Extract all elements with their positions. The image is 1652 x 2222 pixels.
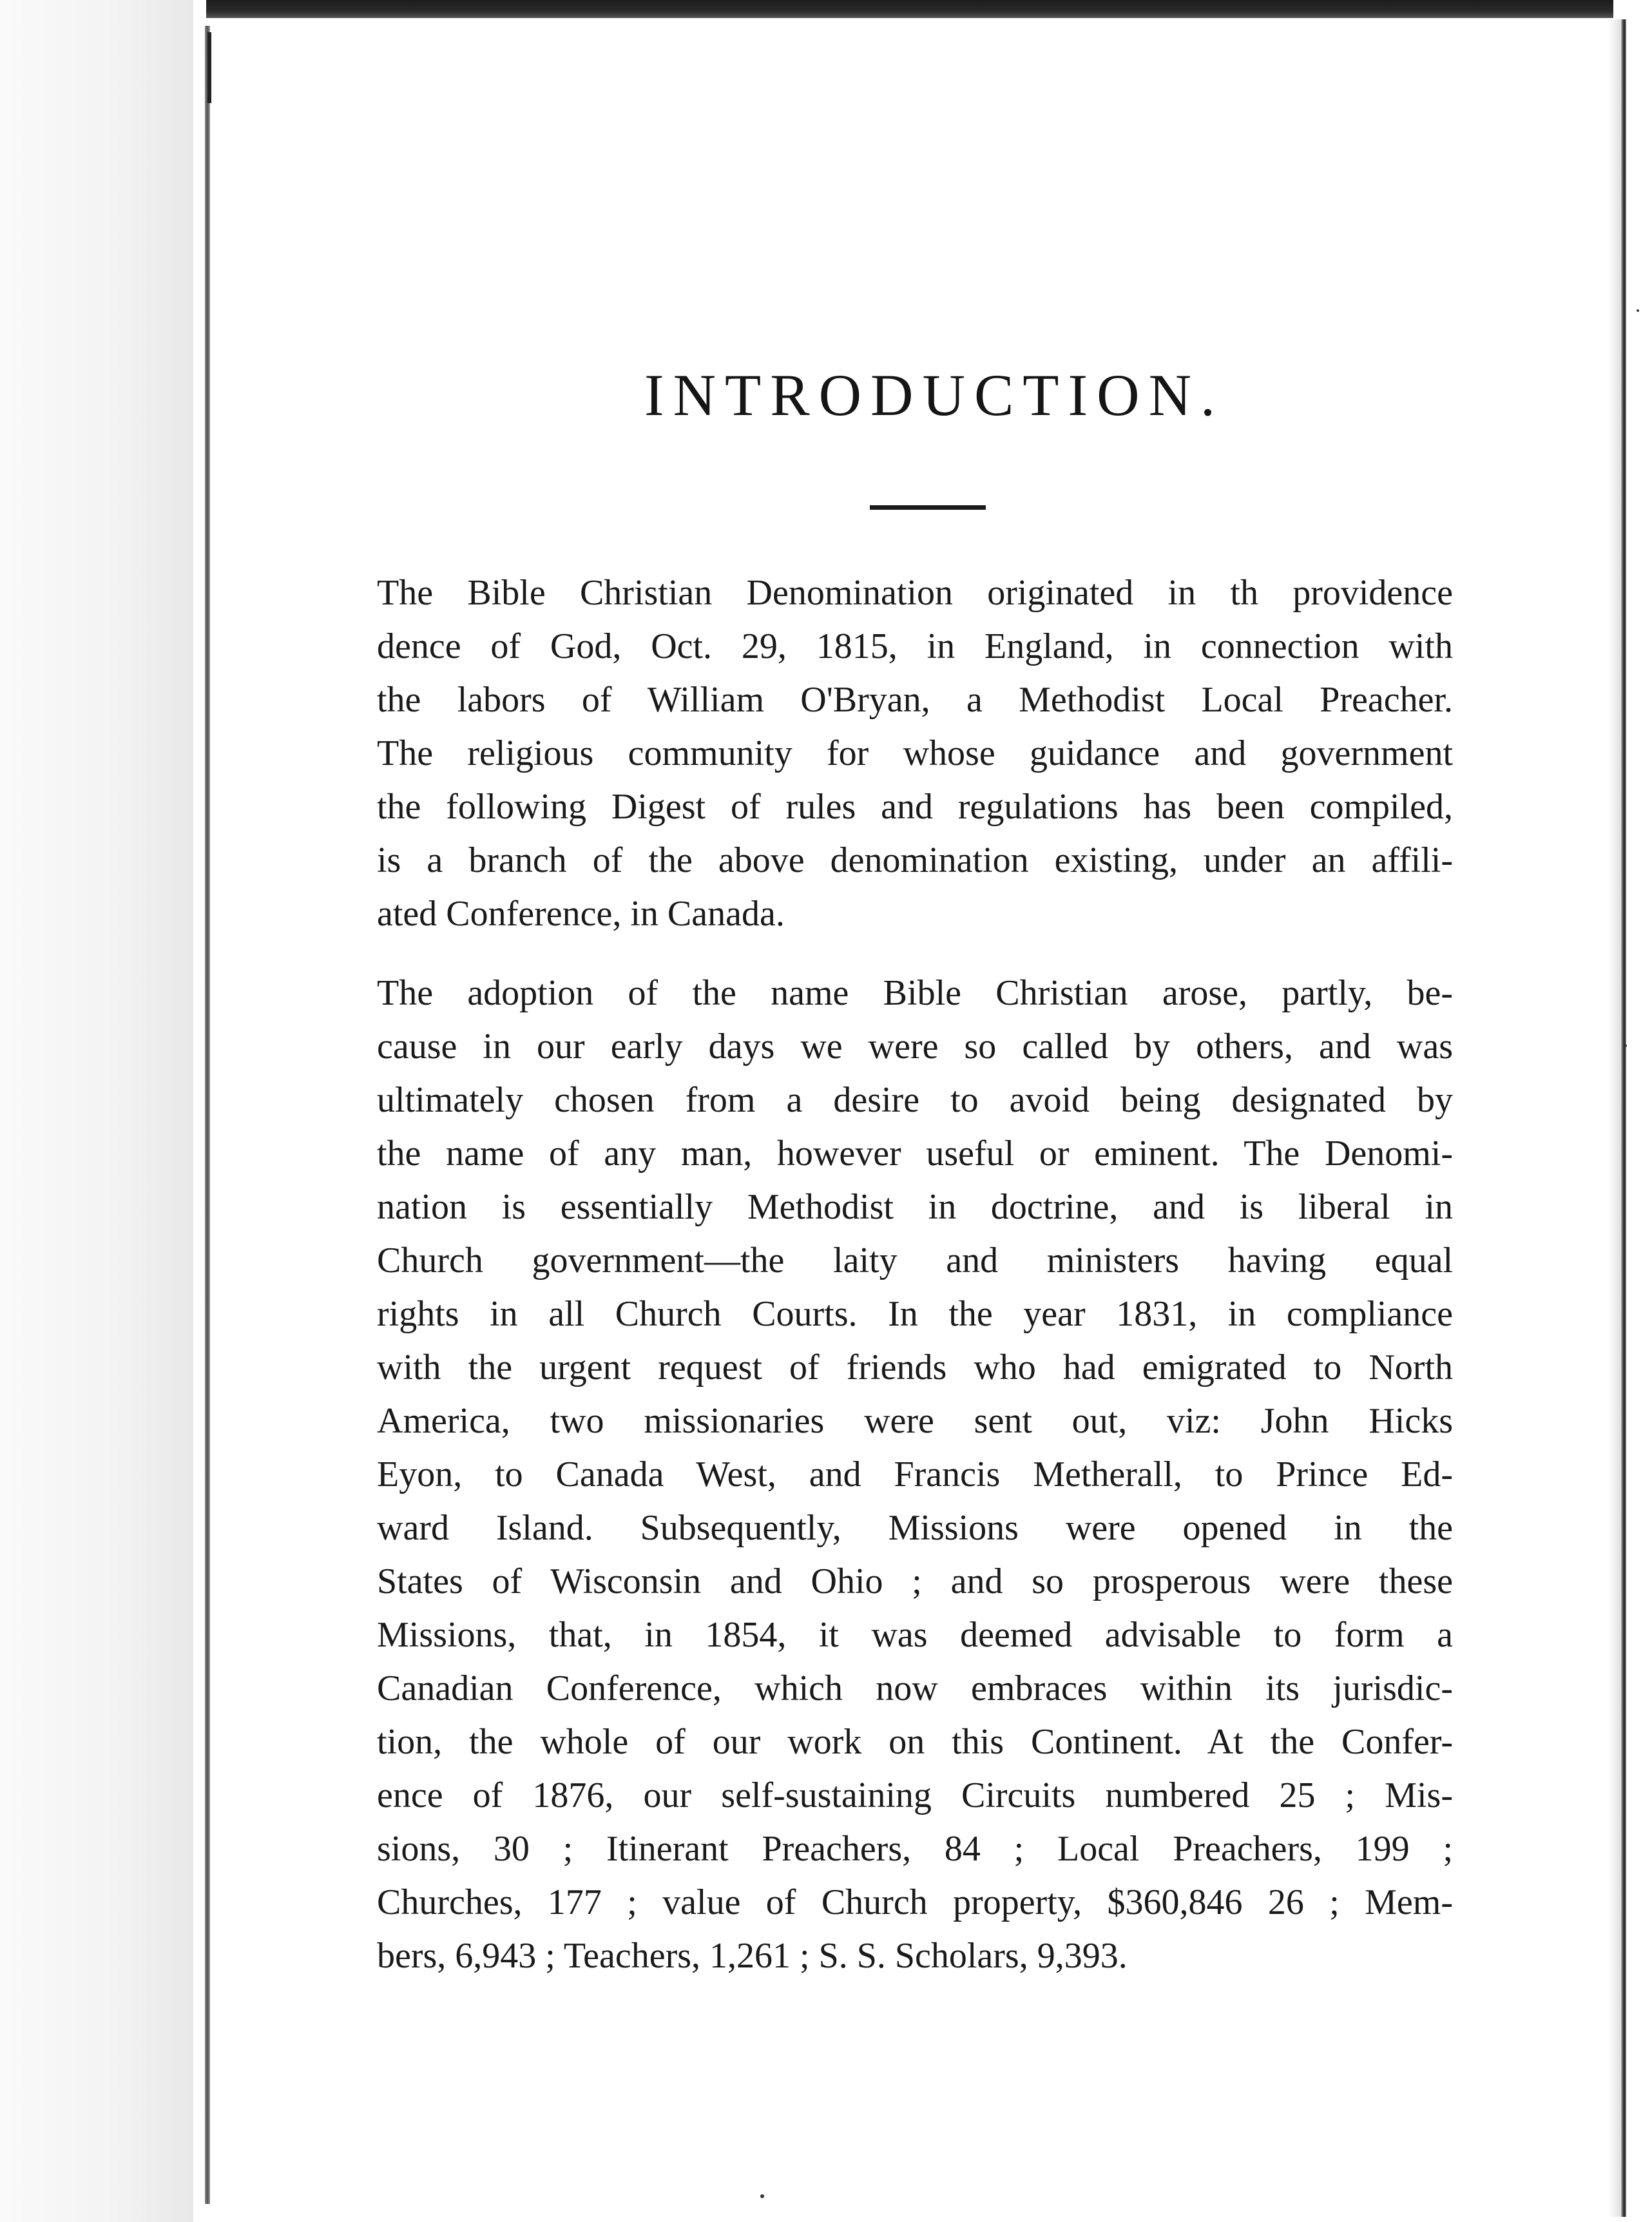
text-line: Missions, that, in 1854, it was deemed advisable to form a bbox=[377, 1615, 1453, 1655]
paragraph-2 bbox=[377, 967, 1453, 1983]
document-page bbox=[377, 361, 1453, 1983]
scan-speck bbox=[1637, 309, 1639, 312]
text-line: tion, the whole of our work on this Continent. At the Confer- bbox=[377, 1722, 1453, 1762]
text-line: dence of God, Oct. 29, 1815, in England, in connection with bbox=[377, 626, 1453, 666]
text-line: The adoption of the name Bible Christian arose, partly, be- bbox=[377, 973, 1453, 1013]
text-line: rights in all Church Courts. In the year 1831, in compliance bbox=[377, 1294, 1453, 1334]
page-title: INTRODUCTION. bbox=[644, 362, 1225, 428]
text-line: is a branch of the above denomination existing, under an affili- bbox=[377, 840, 1453, 880]
text-line: sions, 30 ; Itinerant Preachers, 84 ; Local Preachers, 199 ; bbox=[377, 1829, 1453, 1869]
text-line: The religious community for whose guidance and government bbox=[377, 733, 1453, 773]
right-page-edge bbox=[1621, 19, 1626, 2217]
binding-mark bbox=[207, 32, 211, 103]
title-rule bbox=[870, 505, 986, 510]
text-line: the labors of William O'Bryan, a Methodist Local Preacher. bbox=[377, 680, 1453, 720]
text-line: ence of 1876, our self-sustaining Circuits numbered 25 ; Mis- bbox=[377, 1775, 1453, 1815]
text-line: cause in our early days we were so called by others, and was bbox=[377, 1027, 1453, 1067]
scan-speck bbox=[760, 2194, 764, 2198]
text-line: with the urgent request of friends who had emigrated to North bbox=[377, 1348, 1453, 1387]
text-line: Church government—the laity and ministers having equal bbox=[377, 1241, 1453, 1280]
text-line: nation is essentially Methodist in doctrine, and is liberal in bbox=[377, 1187, 1453, 1227]
text-line: Churches, 177 ; value of Church property, $360,846 26 ; Mem- bbox=[377, 1882, 1453, 1922]
text-line: the name of any man, however useful or eminent. The Denomi- bbox=[377, 1134, 1453, 1174]
text-line: Eyon, to Canada West, and Francis Metherall, to Prince Ed- bbox=[377, 1454, 1453, 1494]
scan-speck bbox=[1624, 1044, 1627, 1047]
scan-top-border bbox=[206, 0, 1613, 18]
text-line: The Bible Christian Denomination originated in th providence bbox=[377, 573, 1453, 613]
text-line: States of Wisconsin and Ohio ; and so prosperous were these bbox=[377, 1561, 1453, 1601]
text-line: ultimately chosen from a desire to avoid being designated by bbox=[377, 1080, 1453, 1120]
text-line: ward Island. Subsequently, Missions were opened in the bbox=[377, 1508, 1453, 1548]
text-line: bers, 6,943 ; Teachers, 1,261 ; S. S. Scholars, 9,393. bbox=[377, 1936, 1128, 1976]
text-line: ated Conference, in Canada. bbox=[377, 894, 785, 934]
text-line: the following Digest of rules and regulations has been compiled, bbox=[377, 787, 1453, 827]
right-page-shadow bbox=[1608, 19, 1621, 2217]
text-line: Canadian Conference, which now embraces within its jurisdic- bbox=[377, 1668, 1453, 1708]
text-line: America, two missionaries were sent out, viz: John Hicks bbox=[377, 1401, 1453, 1441]
paragraph-1 bbox=[377, 566, 1453, 941]
left-page-margin bbox=[0, 0, 193, 2222]
binding-edge bbox=[205, 26, 210, 2204]
